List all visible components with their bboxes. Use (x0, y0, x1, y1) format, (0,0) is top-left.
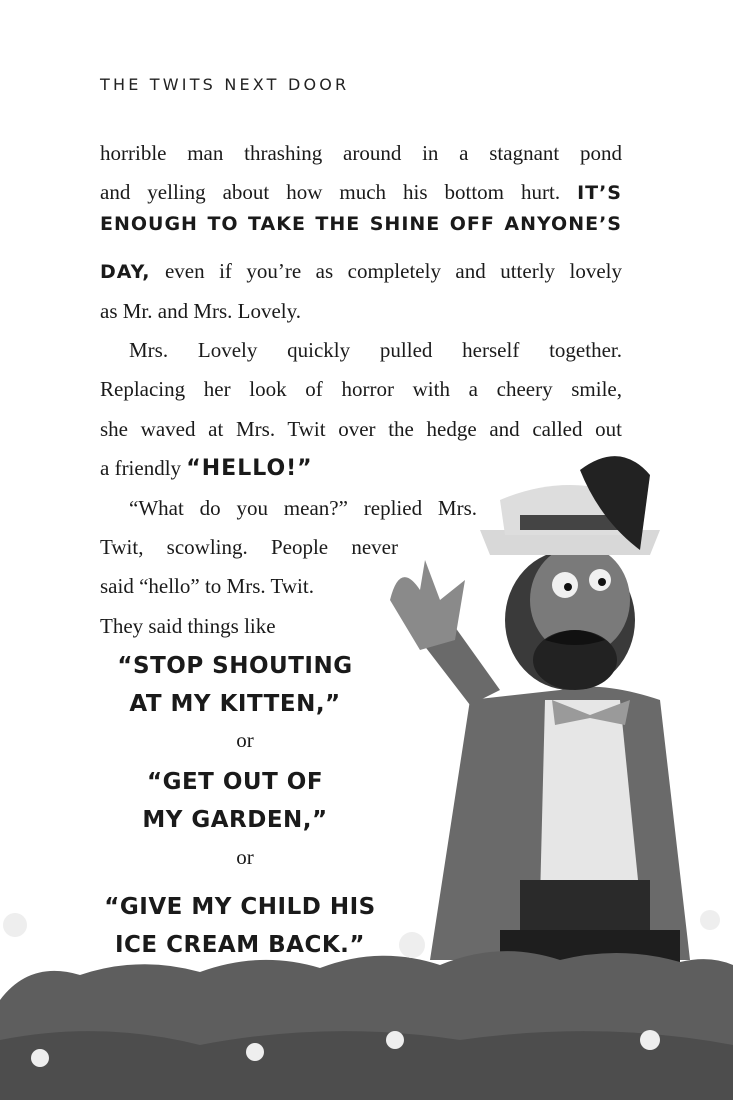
text-line: “What do you mean?” replied Mrs. (129, 495, 477, 520)
text-line: as Mr. and Mrs. Lovely. (100, 298, 302, 323)
emphasis-text: “HELLO!” (186, 456, 313, 482)
quote-2 (90, 763, 380, 839)
text-line: Twit, scowling. People never (100, 534, 398, 559)
text-line: Mrs. Lovely quickly pulled herself together. (129, 337, 622, 362)
text-line: said “hello” to Mrs. Twit. (100, 574, 314, 599)
or-text: or (236, 728, 254, 752)
text-line: horrible man thrashing around in a stagnant pond (100, 141, 622, 165)
quote-line: “GIVE MY CHILD HIS (104, 894, 376, 920)
text-line: They said things like (100, 613, 276, 638)
quote-line: ICE CREAM BACK.” (114, 932, 366, 958)
text: even if you’re as completely and utterly lovely (150, 259, 622, 284)
text-line: Replacing her look of horror with a cheery smile, (100, 377, 622, 402)
body-text (100, 134, 622, 646)
text-line (100, 449, 622, 488)
text: and yelling about how much his bottom hurt. (100, 180, 578, 205)
or-text: or (236, 845, 254, 869)
quote-line: AT MY KITTEN,” (129, 691, 341, 717)
quote-3 (95, 888, 385, 964)
text: a friendly (100, 456, 187, 481)
text-line (100, 252, 622, 291)
emphasis-text: DAY, (100, 261, 151, 284)
quote-line: MY GARDEN,” (142, 807, 328, 833)
emphasis-text: IT’S (577, 182, 622, 205)
text-line (100, 173, 622, 212)
text-line: she waved at Mrs. Twit over the hedge and called out (100, 416, 622, 441)
quote-line: “GET OUT OF (146, 769, 324, 795)
quote-line: “STOP SHOUTING (117, 653, 353, 679)
running-header: THE TWITS NEXT DOOR (100, 75, 350, 94)
quote-1 (90, 647, 380, 723)
emphasis-line: ENOUGH TO TAKE THE SHINE OFF ANYONE’S (100, 212, 622, 235)
